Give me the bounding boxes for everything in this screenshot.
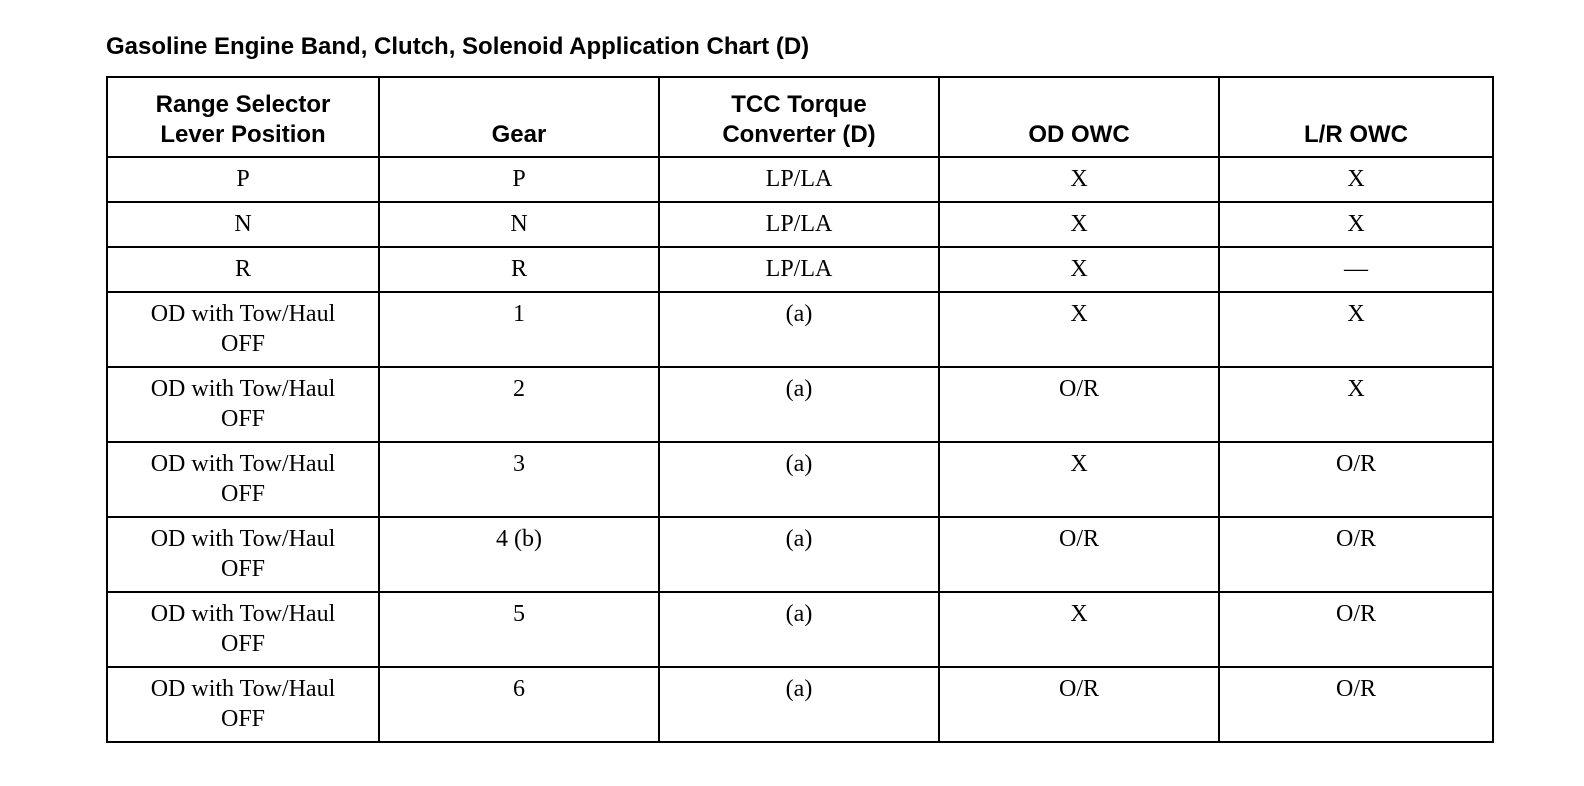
cell-gear: 6 — [379, 667, 659, 742]
cell-position-line1: OD with Tow/Haul — [150, 676, 336, 702]
cell-lr-owc: O/R — [1219, 517, 1493, 592]
cell-lr-owc: — — [1219, 247, 1493, 292]
cell-od-owc: X — [939, 592, 1219, 667]
cell-tcc: (a) — [659, 367, 939, 442]
table-row — [107, 592, 1493, 667]
table-row — [107, 667, 1493, 742]
cell-od-owc: X — [939, 247, 1219, 292]
cell-od-owc: X — [939, 202, 1219, 247]
table-row — [107, 517, 1493, 592]
cell-position — [107, 157, 379, 202]
header-lr-owc-label: L/R OWC — [1304, 121, 1408, 148]
cell-position — [107, 292, 379, 367]
table-row — [107, 367, 1493, 442]
cell-gear: 2 — [379, 367, 659, 442]
cell-gear: 4 (b) — [379, 517, 659, 592]
table-row — [107, 202, 1493, 247]
cell-position — [107, 202, 379, 247]
cell-tcc: LP/LA — [659, 157, 939, 202]
cell-lr-owc: X — [1219, 367, 1493, 442]
header-tcc-line2: Converter (D) — [722, 121, 876, 148]
cell-position — [107, 247, 379, 292]
cell-position-line1: OD with Tow/Haul — [150, 601, 336, 627]
header-tcc — [659, 77, 939, 157]
header-gear-label: Gear — [491, 121, 547, 148]
table-row — [107, 157, 1493, 202]
header-gear — [379, 77, 659, 157]
application-chart-table — [106, 76, 1494, 743]
cell-position-line1: OD with Tow/Haul — [150, 301, 336, 327]
header-od-owc-label: OD OWC — [1028, 121, 1130, 148]
cell-od-owc: X — [939, 442, 1219, 517]
cell-gear: 3 — [379, 442, 659, 517]
header-od-owc — [939, 77, 1219, 157]
cell-position-line2: OFF — [220, 406, 266, 432]
cell-position — [107, 442, 379, 517]
cell-position-line2: OFF — [220, 706, 266, 732]
cell-position — [107, 517, 379, 592]
cell-tcc: (a) — [659, 292, 939, 367]
cell-tcc: LP/LA — [659, 247, 939, 292]
header-row — [107, 77, 1493, 157]
cell-lr-owc: O/R — [1219, 592, 1493, 667]
cell-gear: N — [379, 202, 659, 247]
cell-position — [107, 592, 379, 667]
cell-od-owc: X — [939, 157, 1219, 202]
cell-gear: 5 — [379, 592, 659, 667]
cell-tcc: (a) — [659, 442, 939, 517]
cell-lr-owc: O/R — [1219, 667, 1493, 742]
header-range-selector-line2: Lever Position — [160, 121, 326, 148]
cell-position-text: N — [234, 211, 252, 237]
cell-position-line1: OD with Tow/Haul — [150, 526, 336, 552]
cell-lr-owc: O/R — [1219, 442, 1493, 517]
cell-position-line2: OFF — [220, 556, 266, 582]
cell-lr-owc: X — [1219, 157, 1493, 202]
cell-lr-owc: X — [1219, 292, 1493, 367]
chart-title: Gasoline Engine Band, Clutch, Solenoid Application Chart (D) — [106, 33, 810, 60]
table-row — [107, 442, 1493, 517]
cell-position-line1: OD with Tow/Haul — [150, 451, 336, 477]
table-row — [107, 247, 1493, 292]
header-tcc-line1: TCC Torque — [731, 91, 867, 118]
cell-od-owc: O/R — [939, 367, 1219, 442]
cell-position-text: R — [234, 256, 251, 282]
cell-position-text: P — [236, 166, 250, 192]
cell-gear: P — [379, 157, 659, 202]
cell-od-owc: X — [939, 292, 1219, 367]
cell-position-line2: OFF — [220, 481, 266, 507]
cell-od-owc: O/R — [939, 517, 1219, 592]
cell-tcc: (a) — [659, 592, 939, 667]
cell-position-line1: OD with Tow/Haul — [150, 376, 336, 402]
cell-tcc: (a) — [659, 517, 939, 592]
cell-od-owc: O/R — [939, 667, 1219, 742]
header-lr-owc — [1219, 77, 1493, 157]
header-range-selector-line1: Range Selector — [155, 91, 331, 118]
cell-position-line2: OFF — [220, 331, 266, 357]
cell-position — [107, 667, 379, 742]
cell-tcc: LP/LA — [659, 202, 939, 247]
cell-gear: R — [379, 247, 659, 292]
cell-lr-owc: X — [1219, 202, 1493, 247]
header-range-selector — [107, 77, 379, 157]
cell-tcc: (a) — [659, 667, 939, 742]
table-row — [107, 292, 1493, 367]
cell-position-line2: OFF — [220, 631, 266, 657]
cell-gear: 1 — [379, 292, 659, 367]
cell-position — [107, 367, 379, 442]
